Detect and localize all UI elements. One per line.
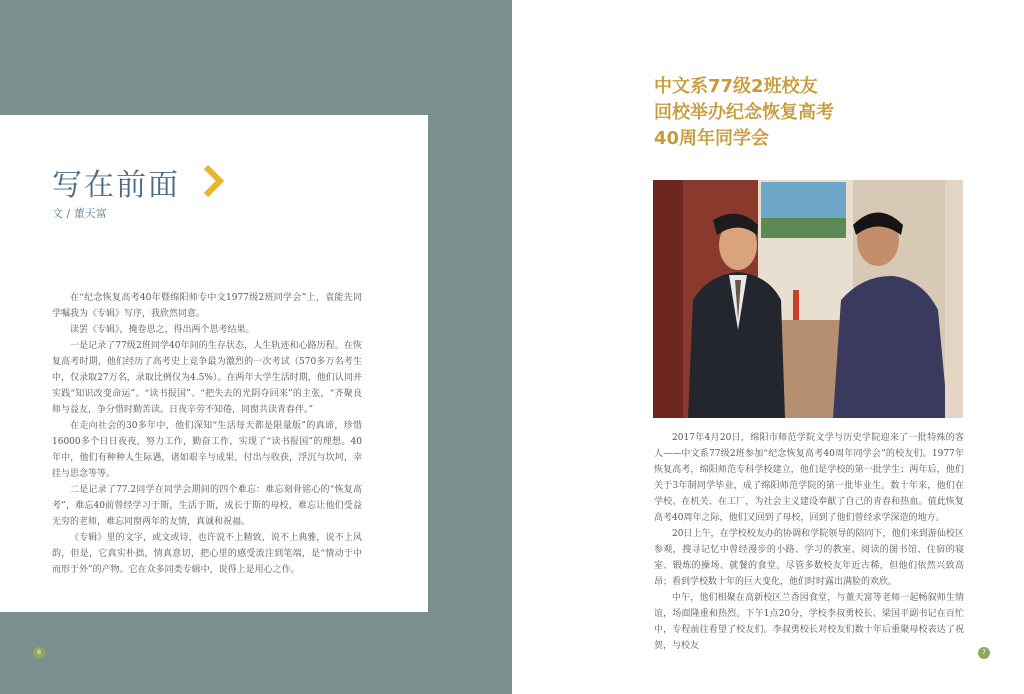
paragraph: 在走向社会的30多年中，他们深知“生活每天都是限量版”的真谛，珍惜16000多个日日夜夜，努力工作，勤奋工作，实现了“读书报国”的理想。40年中，他们有种种人生际遇，诸如艰辛与成果，付出与收获，浮沉与坎坷，幸挂与思念等等。 (52, 421, 362, 479)
paragraph: 中午，他们相聚在高新校区兰香园食堂，与董天富等老师一起畅叙师生情谊，场面隆重和热烈。下午1点20分，学校李叔勇校长、梁国平副书记在百忙中，专程前往看望了校友们。李叔勇校长对校友们数十年后重聚母校表达了祝贺，与校友 (654, 593, 964, 651)
title-line: 回校举办纪念恢复高考 (654, 102, 834, 123)
paragraph: 20日上午，在学校校友办的协调和学院领导的陪同下，他们来到游仙校区参观，搜寻记忆中曾经漫步的小路、学习的教室、阅读的图书馆、住宿的寝室、锻炼的操场、就餐的食堂。尽管多数校友年近古稀，但他们依然兴致高昂；看到学校数十年的巨大变化，他们时时露出满脸的欢欣。 (654, 529, 964, 587)
page-number: 6 (33, 647, 45, 659)
paragraph: 《专辑》里的文字，或文或诗，也许说不上精致，说不上典雅，说不上风韵，但是，它真实朴拙，情真意切，把心里的感受流注到笔端，是“情动于中而形于外”的产物。它在众多同类专辑中，说得上是用心之作。 (52, 533, 362, 575)
reunion-photo (653, 180, 963, 418)
article-title (654, 74, 834, 152)
title-line: 中文系77级2班校友 (654, 76, 818, 97)
page-number: 7 (978, 647, 990, 659)
paragraph: 在“纪念恢复高考40年暨绵阳师专中文1977级2班同学会”上，袁能先同学嘱我为《专辑》写序，我欣然同意。 (52, 293, 362, 319)
byline: 文 / 董天富 (52, 207, 107, 220)
paragraph: 读罢《专辑》，掩卷思之，得出两个思考结果。 (70, 325, 255, 335)
chevron-right-icon (200, 164, 226, 198)
right-body-text (654, 430, 964, 654)
page-title: 写在前面 (52, 168, 180, 203)
left-body-text (52, 290, 362, 578)
paragraph: 2017年4月20日，绵阳市师范学院文学与历史学院迎来了一批特殊的客人——中文系77级2班参加“纪念恢复高考40周年同学会”的校友们。1977年恢复高考，绵阳师范专科学校建立，他们是学校的第一批学生；两年后，他们关于3年制同学毕业，成了绵阳师范学院的第一批毕业生。数十年来，他们在学校、在机关、在工厂，为社会主义建设奉献了自己的青春和热血。值此恢复高考40周年之际，他们又回到了母校，回到了他们曾经求学深造的地方。 (654, 433, 964, 523)
paragraph: 二是记录了77.2同学在同学会期间的四个难忘：难忘刻骨铭心的“恢复高考”，难忘40前曾经学习于斯，生活于斯，成长于斯的母校，难忘让他们受益无穷的老师，难忘同窗两年的友情，真诚和祝福。 (52, 485, 362, 527)
title-line: 40周年同学会 (654, 128, 770, 149)
right-page (512, 0, 1024, 694)
paragraph: 一是记录了77级2班同学40年间的生存状态，人生轨迹和心路历程。在恢复高考时期，他们经历了高考史上竞争最为激烈的一次考试（570多万名考生中，仅录取27万名，录取比例仅为4.5%）。在两年大学生活时期，他们认同并实践“知识改变命运”、“读书报国”、“把失去的光阴夺回来”的主张，“齐聚良师与益友，争分惜时勤苦读。日夜辛劳不知倦，同窗共读青春伴。” (52, 341, 362, 415)
